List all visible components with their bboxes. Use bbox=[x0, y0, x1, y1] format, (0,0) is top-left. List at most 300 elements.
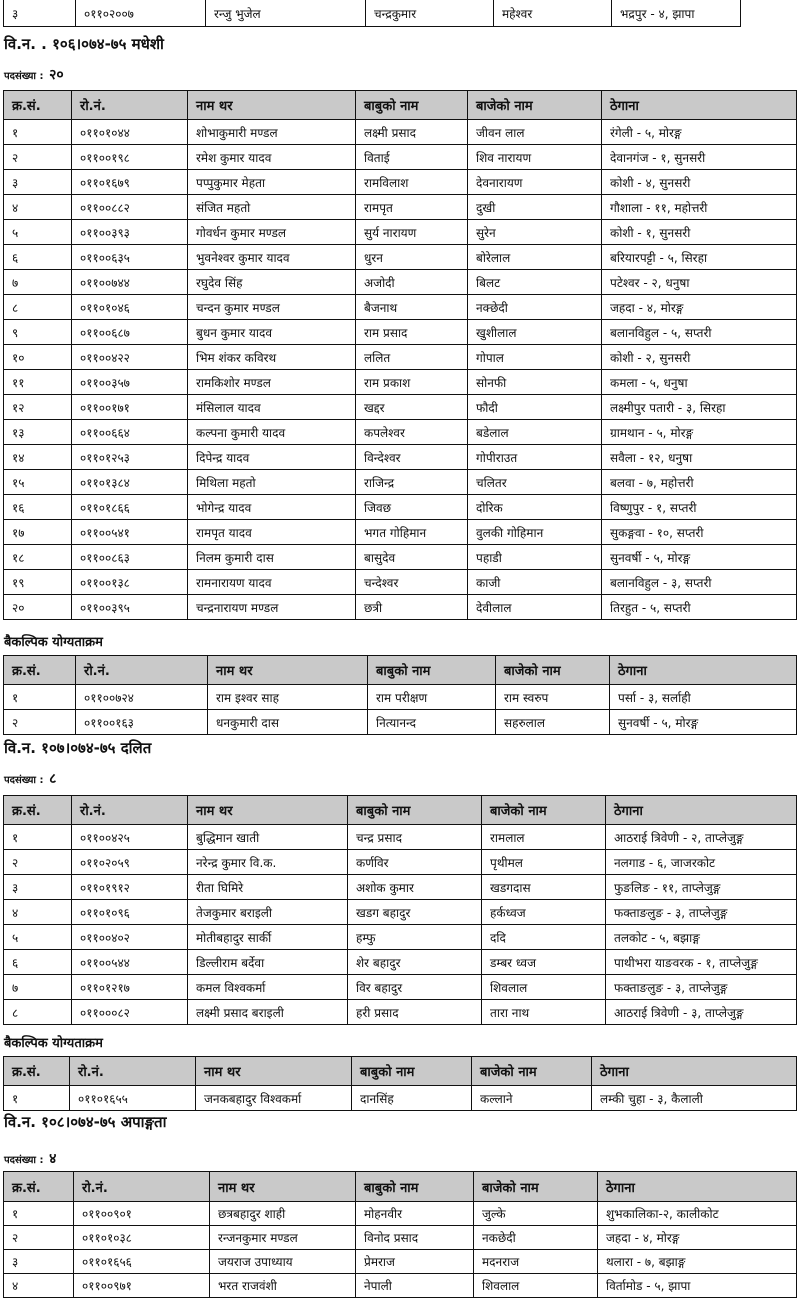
cell-name: मोतीबहादुर सार्की bbox=[188, 925, 348, 950]
cell-address: कोशी - ४, सुनसरी bbox=[602, 170, 797, 195]
cell-address: सवैला - १२, धनुषा bbox=[602, 445, 797, 470]
header-grandfather: बाजेको नाम bbox=[482, 796, 606, 825]
table-row bbox=[4, 320, 797, 345]
cell-address: आठराई त्रिवेणी - ३, ताप्लेजुङ्ग bbox=[606, 1000, 797, 1025]
header-name: नाम थर bbox=[208, 656, 368, 685]
header-address: ठेगाना bbox=[606, 796, 797, 825]
cell-father: बैजनाथ bbox=[356, 295, 468, 320]
header-address: ठेगाना bbox=[602, 91, 797, 120]
cell-name: रघुदेव सिंह bbox=[188, 270, 356, 295]
post-count-label: पदसंख्या : bbox=[4, 775, 44, 786]
cell-grandfather: पहाडी bbox=[468, 545, 602, 570]
cell-father: राम परीक्षण bbox=[368, 685, 496, 710]
cell-father: जिवछ bbox=[356, 495, 468, 520]
result-table bbox=[3, 1171, 797, 1298]
table-row bbox=[4, 1202, 797, 1226]
cell-name: गोवर्धन कुमार मण्डल bbox=[188, 220, 356, 245]
table-row bbox=[4, 925, 797, 950]
table-header-row bbox=[4, 656, 797, 685]
cell-grandfather: सहरुलाल bbox=[496, 710, 610, 735]
cell-grandfather: शिवलाल bbox=[474, 1274, 598, 1298]
cell-roll: ०११०१८६६ bbox=[72, 495, 188, 520]
table-row bbox=[4, 1000, 797, 1025]
cell-sn: ८ bbox=[4, 1000, 72, 1025]
cell-sn: १९ bbox=[4, 570, 72, 595]
cell-roll: ०११०२००७ bbox=[76, 0, 206, 27]
cell-address: पाथीभरा याङवरक - १, ताप्लेजुङ्ग bbox=[606, 950, 797, 975]
cell-sn: २ bbox=[4, 850, 72, 875]
cell-sn: ४ bbox=[4, 900, 72, 925]
table-row bbox=[4, 595, 797, 620]
cell-father: चन्देश्वर bbox=[356, 570, 468, 595]
cell-roll: ०११००६६४ bbox=[72, 420, 188, 445]
header-father: बाबुको नाम bbox=[348, 796, 482, 825]
cell-father: धुरन bbox=[356, 245, 468, 270]
cell-grandfather: दुखी bbox=[468, 195, 602, 220]
cell-grandfather: मदनराज bbox=[474, 1250, 598, 1274]
cell-sn: १२ bbox=[4, 395, 72, 420]
cell-father: रामविलाश bbox=[356, 170, 468, 195]
header-sn: क्र.सं. bbox=[4, 1057, 70, 1086]
cell-sn: १४ bbox=[4, 445, 72, 470]
table-row bbox=[4, 685, 797, 710]
header-name: नाम थर bbox=[188, 91, 356, 120]
cell-roll: ०११००९७१ bbox=[74, 1274, 210, 1298]
table-row bbox=[4, 545, 797, 570]
cell-father: नित्यानन्द bbox=[368, 710, 496, 735]
cell-sn: २ bbox=[4, 710, 76, 735]
cell-father: हरी प्रसाद bbox=[348, 1000, 482, 1025]
header-father: बाबुको नाम bbox=[356, 91, 468, 120]
cell-grandfather: शिव नारायण bbox=[468, 145, 602, 170]
cell-grandfather: ददि bbox=[482, 925, 606, 950]
cell-roll: ०११०१२१७ bbox=[72, 975, 188, 1000]
post-count-value: २० bbox=[49, 67, 64, 83]
cell-roll: ०११००१७१ bbox=[72, 395, 188, 420]
table-row bbox=[4, 1274, 797, 1298]
cell-address: शुभकालिका-२, कालीकोट bbox=[598, 1202, 797, 1226]
cell-grandfather: चलितर bbox=[468, 470, 602, 495]
header-sn: क्र.सं. bbox=[4, 91, 72, 120]
cell-grandfather: बिलट bbox=[468, 270, 602, 295]
table-header-row bbox=[4, 1172, 797, 1202]
cell-grandfather: हर्कध्वज bbox=[482, 900, 606, 925]
table-row bbox=[4, 495, 797, 520]
cell-name: बुद्धिमान खाती bbox=[188, 825, 348, 850]
cell-roll: ०११००१३८ bbox=[72, 570, 188, 595]
cell-address: फक्ताङलुङ - ३, ताप्लेजुङ्ग bbox=[606, 900, 797, 925]
cell-name: भरत राजवंशी bbox=[210, 1274, 356, 1298]
cell-name: शोभाकुमारी मण्डल bbox=[188, 120, 356, 145]
table-header-row bbox=[4, 796, 797, 825]
cell-sn: ३ bbox=[4, 170, 72, 195]
post-count-value: ८ bbox=[49, 771, 57, 787]
cell-grandfather: महेश्वर bbox=[494, 0, 612, 27]
cell-name: रन्जु भुजेल bbox=[206, 0, 366, 27]
cell-father: कर्णविर bbox=[348, 850, 482, 875]
header-address: ठेगाना bbox=[592, 1057, 797, 1086]
header-sn: क्र.सं. bbox=[4, 1172, 74, 1202]
cell-father: चन्द्र प्रसाद bbox=[348, 825, 482, 850]
cell-sn: ४ bbox=[4, 1274, 74, 1298]
cell-address: सुनवर्षी - ५, मोरङ्ग bbox=[602, 545, 797, 570]
cell-name: धनकुमारी दास bbox=[208, 710, 368, 735]
header-grandfather: बाजेको नाम bbox=[496, 656, 610, 685]
cell-grandfather: डम्बर ध्वज bbox=[482, 950, 606, 975]
table-row bbox=[4, 195, 797, 220]
cell-address: सुनवर्षी - ५, मोरङ्ग bbox=[610, 710, 797, 735]
cell-sn: १० bbox=[4, 345, 72, 370]
cell-address: लक्ष्मीपुर पतारी - ३, सिरहा bbox=[602, 395, 797, 420]
cell-grandfather: खडगदास bbox=[482, 875, 606, 900]
cell-father: राजिन्द्र bbox=[356, 470, 468, 495]
cell-name: निलम कुमारी दास bbox=[188, 545, 356, 570]
cell-roll: ०११०१२५३ bbox=[72, 445, 188, 470]
cell-father: दानसिंह bbox=[352, 1086, 472, 1111]
cell-roll: ०११००७२४ bbox=[76, 685, 208, 710]
cell-name: राम इश्वर साह bbox=[208, 685, 368, 710]
cell-father: सुर्य नारायण bbox=[356, 220, 468, 245]
cell-address: नलगाड - ६, जाजरकोट bbox=[606, 850, 797, 875]
cell-father: रामपृत bbox=[356, 195, 468, 220]
table-row bbox=[4, 370, 797, 395]
cell-grandfather: सुरेन bbox=[468, 220, 602, 245]
result-table bbox=[3, 795, 797, 1025]
cell-address: जहदा - ४, मोरङ्ग bbox=[602, 295, 797, 320]
cell-roll: ०११००८८२ bbox=[72, 195, 188, 220]
cell-roll: ०११००३९५ bbox=[72, 595, 188, 620]
cell-name: रामनारायण यादव bbox=[188, 570, 356, 595]
cell-address: बलानविहुल - ५, सप्तरी bbox=[602, 320, 797, 345]
cell-address: कोशी - १, सुनसरी bbox=[602, 220, 797, 245]
cell-roll: ०११०१०९६ bbox=[72, 900, 188, 925]
cell-sn: २ bbox=[4, 1226, 74, 1250]
table-row bbox=[4, 1086, 797, 1111]
cell-address: बलवा - ७, महोत्तरी bbox=[602, 470, 797, 495]
table-row bbox=[4, 825, 797, 850]
alternate-table bbox=[3, 1056, 797, 1111]
table-row bbox=[4, 1226, 797, 1250]
table-row bbox=[4, 445, 797, 470]
cell-father: विताई bbox=[356, 145, 468, 170]
cell-sn: ६ bbox=[4, 245, 72, 270]
cell-roll: ०११०१०३८ bbox=[74, 1226, 210, 1250]
header-address: ठेगाना bbox=[598, 1172, 797, 1202]
cell-sn: ३ bbox=[4, 0, 76, 27]
cell-grandfather: देवनारायण bbox=[468, 170, 602, 195]
cell-name: पप्पुकुमार मेहता bbox=[188, 170, 356, 195]
cell-address: जहदा - ४, मोरङ्ग bbox=[598, 1226, 797, 1250]
cell-grandfather: वुलकी गोहिमान bbox=[468, 520, 602, 545]
cell-sn: २ bbox=[4, 145, 72, 170]
cell-father: भगत गोहिमान bbox=[356, 520, 468, 545]
cell-father: राम प्रकाश bbox=[356, 370, 468, 395]
table-row bbox=[4, 520, 797, 545]
cell-address: बलानविहुल - ३, सप्तरी bbox=[602, 570, 797, 595]
section-title: वि.न. १०७।०७४-७५ दलित bbox=[4, 739, 152, 757]
cell-name: जनकबहादुर विश्वकर्मा bbox=[196, 1086, 352, 1111]
cell-roll: ०११००४२५ bbox=[72, 825, 188, 850]
cell-grandfather: फौदी bbox=[468, 395, 602, 420]
cell-roll: ०११००३९३ bbox=[72, 220, 188, 245]
cell-roll: ०११००१९८ bbox=[72, 145, 188, 170]
post-count-label: पदसंख्या : bbox=[4, 1155, 44, 1166]
cell-name: तेजकुमार बराइली bbox=[188, 900, 348, 925]
cell-name: जयराज उपाध्याय bbox=[210, 1250, 356, 1274]
cell-name: रीता घिमिरे bbox=[188, 875, 348, 900]
cell-sn: ८ bbox=[4, 295, 72, 320]
cell-sn: १६ bbox=[4, 495, 72, 520]
cell-address: आठराई त्रिवेणी - २, ताप्लेजुङ्ग bbox=[606, 825, 797, 850]
table-row bbox=[4, 850, 797, 875]
cell-name: संजित महतो bbox=[188, 195, 356, 220]
cell-grandfather: जीवन लाल bbox=[468, 120, 602, 145]
cell-father: छत्री bbox=[356, 595, 468, 620]
cell-roll: ०११०१६५६ bbox=[74, 1250, 210, 1274]
alternate-list-title: बैकल्पिक योग्यताक्रम bbox=[4, 635, 103, 650]
cell-grandfather: खुशीलाल bbox=[468, 320, 602, 345]
cell-address: भद्रपुर - ४, झापा bbox=[612, 0, 741, 27]
header-father: बाबुको नाम bbox=[368, 656, 496, 685]
cell-father: मोहनवीर bbox=[356, 1202, 474, 1226]
cell-sn: १३ bbox=[4, 420, 72, 445]
cell-name: मिथिला महतो bbox=[188, 470, 356, 495]
table-row bbox=[4, 470, 797, 495]
cell-address: रंगेली - ५, मोरङ्ग bbox=[602, 120, 797, 145]
post-count-label: पदसंख्या : bbox=[4, 71, 44, 82]
cell-sn: १८ bbox=[4, 545, 72, 570]
cell-address: कमला - ५, धनुषा bbox=[602, 370, 797, 395]
header-roll: रो.नं. bbox=[70, 1057, 196, 1086]
header-sn: क्र.सं. bbox=[4, 796, 72, 825]
cell-grandfather: गोपीराउत bbox=[468, 445, 602, 470]
cell-sn: ३ bbox=[4, 875, 72, 900]
section-title: वि.न. १०८।०७४-७५ अपाङ्गता bbox=[4, 1113, 167, 1131]
table-row bbox=[4, 420, 797, 445]
cell-address: देवानगंज - १, सुनसरी bbox=[602, 145, 797, 170]
cell-sn: २० bbox=[4, 595, 72, 620]
cell-grandfather: रामलाल bbox=[482, 825, 606, 850]
cell-roll: ०११००९०१ bbox=[74, 1202, 210, 1226]
cell-address: पटेश्वर - २, धनुषा bbox=[602, 270, 797, 295]
cell-father: कपलेश्वर bbox=[356, 420, 468, 445]
cell-roll: ०११००६३५ bbox=[72, 245, 188, 270]
cell-name: नरेन्द्र कुमार वि.क. bbox=[188, 850, 348, 875]
header-name: नाम थर bbox=[196, 1057, 352, 1086]
cell-address: तिरहुत - ५, सप्तरी bbox=[602, 595, 797, 620]
result-table bbox=[3, 90, 797, 620]
cell-sn: १५ bbox=[4, 470, 72, 495]
cell-name: मंसिलाल यादव bbox=[188, 395, 356, 420]
cell-grandfather: गोपाल bbox=[468, 345, 602, 370]
cell-father: बासुदेव bbox=[356, 545, 468, 570]
cell-grandfather: कल्लाने bbox=[472, 1086, 592, 1111]
table-row bbox=[4, 1250, 797, 1274]
table-row bbox=[4, 220, 797, 245]
cell-father: राम प्रसाद bbox=[356, 320, 468, 345]
header-address: ठेगाना bbox=[610, 656, 797, 685]
header-sn: क्र.सं. bbox=[4, 656, 76, 685]
header-grandfather: बाजेको नाम bbox=[472, 1057, 592, 1086]
cell-roll: ०११०१०४६ bbox=[72, 295, 188, 320]
table-header-row bbox=[4, 91, 797, 120]
cell-name: छत्रबहादुर शाही bbox=[210, 1202, 356, 1226]
cell-sn: ७ bbox=[4, 270, 72, 295]
cell-roll: ०११००४२२ bbox=[72, 345, 188, 370]
cell-grandfather: काजी bbox=[468, 570, 602, 595]
table-row bbox=[4, 120, 797, 145]
cell-grandfather: दोरिक bbox=[468, 495, 602, 520]
header-father: बाबुको नाम bbox=[352, 1057, 472, 1086]
table-row bbox=[4, 950, 797, 975]
cell-grandfather: बडेलाल bbox=[468, 420, 602, 445]
top-continuation-table bbox=[3, 0, 741, 27]
cell-grandfather: तारा नाथ bbox=[482, 1000, 606, 1025]
cell-father: शेर बहादुर bbox=[348, 950, 482, 975]
cell-sn: ११ bbox=[4, 370, 72, 395]
cell-sn: ६ bbox=[4, 950, 72, 975]
cell-father: विनोद प्रसाद bbox=[356, 1226, 474, 1250]
post-count bbox=[4, 64, 64, 84]
table-row bbox=[4, 145, 797, 170]
cell-address: बरियारपट्टी - ५, सिरहा bbox=[602, 245, 797, 270]
post-count bbox=[4, 768, 56, 788]
cell-name: रामपृत यादव bbox=[188, 520, 356, 545]
cell-name: डिल्लीराम बर्देवा bbox=[188, 950, 348, 975]
table-row bbox=[4, 170, 797, 195]
cell-sn: १७ bbox=[4, 520, 72, 545]
cell-address: फक्ताङलुङ - ३, ताप्लेजुङ्ग bbox=[606, 975, 797, 1000]
table-row bbox=[4, 570, 797, 595]
cell-father: विन्देश्वर bbox=[356, 445, 468, 470]
cell-sn: ९ bbox=[4, 320, 72, 345]
cell-sn: ७ bbox=[4, 975, 72, 1000]
cell-address: गौशाला - ११, महोत्तरी bbox=[602, 195, 797, 220]
cell-roll: ०११००३५७ bbox=[72, 370, 188, 395]
header-father: बाबुको नाम bbox=[356, 1172, 474, 1202]
cell-sn: ४ bbox=[4, 195, 72, 220]
cell-address: विर्तामोड - ५, झापा bbox=[598, 1274, 797, 1298]
cell-grandfather: पृथीमल bbox=[482, 850, 606, 875]
cell-sn: ५ bbox=[4, 220, 72, 245]
cell-address: सुकङ्गवा - १०, सप्तरी bbox=[602, 520, 797, 545]
cell-father: खद्दर bbox=[356, 395, 468, 420]
table-row bbox=[4, 710, 797, 735]
header-roll: रो.नं. bbox=[72, 796, 188, 825]
cell-name: चन्द्रनारायण मण्डल bbox=[188, 595, 356, 620]
cell-sn: १ bbox=[4, 1086, 70, 1111]
cell-sn: ५ bbox=[4, 925, 72, 950]
cell-name: भोगेन्द्र यादव bbox=[188, 495, 356, 520]
cell-grandfather: नकछेदी bbox=[474, 1226, 598, 1250]
cell-name: कमल विश्वकर्मा bbox=[188, 975, 348, 1000]
header-grandfather: बाजेको नाम bbox=[468, 91, 602, 120]
cell-name: रमेश कुमार यादव bbox=[188, 145, 356, 170]
header-grandfather: बाजेको नाम bbox=[474, 1172, 598, 1202]
cell-grandfather: सोनफी bbox=[468, 370, 602, 395]
header-roll: रो.नं. bbox=[76, 656, 208, 685]
table-row bbox=[4, 875, 797, 900]
cell-name: बुधन कुमार यादव bbox=[188, 320, 356, 345]
cell-father: हम्फु bbox=[348, 925, 482, 950]
cell-roll: ०११०१९१२ bbox=[72, 875, 188, 900]
header-roll: रो.नं. bbox=[72, 91, 188, 120]
cell-sn: १ bbox=[4, 1202, 74, 1226]
cell-roll: ०११००५४४ bbox=[72, 950, 188, 975]
cell-grandfather: जुल्के bbox=[474, 1202, 598, 1226]
cell-roll: ०११०१६७९ bbox=[72, 170, 188, 195]
cell-father: प्रेमराज bbox=[356, 1250, 474, 1274]
cell-father: अशोक कुमार bbox=[348, 875, 482, 900]
cell-father: खडग बहादुर bbox=[348, 900, 482, 925]
table-row bbox=[4, 295, 797, 320]
cell-sn: १ bbox=[4, 685, 76, 710]
cell-father: नेपाली bbox=[356, 1274, 474, 1298]
cell-father: ललित bbox=[356, 345, 468, 370]
cell-name: भिम शंकर कविरथ bbox=[188, 345, 356, 370]
cell-grandfather: नक्छेदी bbox=[468, 295, 602, 320]
cell-roll: ०११०००८२ bbox=[72, 1000, 188, 1025]
cell-roll: ०११००७४४ bbox=[72, 270, 188, 295]
cell-sn: १ bbox=[4, 825, 72, 850]
header-name: नाम थर bbox=[188, 796, 348, 825]
cell-roll: ०११०१०४४ bbox=[72, 120, 188, 145]
header-name: नाम थर bbox=[210, 1172, 356, 1202]
alternate-list-title: बैकल्पिक योग्यताक्रम bbox=[4, 1036, 103, 1051]
cell-father: अजोदी bbox=[356, 270, 468, 295]
cell-roll: ०११००५४१ bbox=[72, 520, 188, 545]
header-roll: रो.नं. bbox=[74, 1172, 210, 1202]
table-row bbox=[4, 245, 797, 270]
cell-name: रामकिशोर मण्डल bbox=[188, 370, 356, 395]
table-header-row bbox=[4, 1057, 797, 1086]
table-row bbox=[4, 345, 797, 370]
cell-grandfather: राम स्वरुप bbox=[496, 685, 610, 710]
cell-address: तलकोट - ५, बझाङ्ग bbox=[606, 925, 797, 950]
cell-roll: ०११००४०२ bbox=[72, 925, 188, 950]
cell-father: लक्ष्मी प्रसाद bbox=[356, 120, 468, 145]
table-row bbox=[4, 900, 797, 925]
cell-name: चन्दन कुमार मण्डल bbox=[188, 295, 356, 320]
cell-address: थलारा - ७, बझाङ्ग bbox=[598, 1250, 797, 1274]
cell-name: भुवनेश्वर कुमार यादव bbox=[188, 245, 356, 270]
cell-roll: ०११००६८७ bbox=[72, 320, 188, 345]
table-row bbox=[4, 975, 797, 1000]
cell-father: चन्द्रकुमार bbox=[366, 0, 494, 27]
post-count bbox=[4, 1148, 56, 1168]
cell-grandfather: शिवलाल bbox=[482, 975, 606, 1000]
cell-roll: ०११०२०५९ bbox=[72, 850, 188, 875]
table-row bbox=[4, 0, 741, 27]
cell-sn: ३ bbox=[4, 1250, 74, 1274]
cell-address: ग्रामथान - ५, मोरङ्ग bbox=[602, 420, 797, 445]
table-row bbox=[4, 395, 797, 420]
post-count-value: ४ bbox=[49, 1151, 57, 1167]
section-title: वि.न. . १०६।०७४-७५ मधेशी bbox=[4, 35, 164, 53]
cell-sn: १ bbox=[4, 120, 72, 145]
cell-address: कोशी - २, सुनसरी bbox=[602, 345, 797, 370]
cell-name: कल्पना कुमारी यादव bbox=[188, 420, 356, 445]
cell-roll: ०११००१६३ bbox=[76, 710, 208, 735]
cell-roll: ०११०१३८४ bbox=[72, 470, 188, 495]
cell-roll: ०११००८६३ bbox=[72, 545, 188, 570]
cell-grandfather: देवीलाल bbox=[468, 595, 602, 620]
cell-address: लम्की चुहा - ३, कैलाली bbox=[592, 1086, 797, 1111]
cell-address: फुङलिङ - ११, ताप्लेजुङ्ग bbox=[606, 875, 797, 900]
cell-grandfather: बोरेलाल bbox=[468, 245, 602, 270]
alternate-table bbox=[3, 655, 797, 735]
cell-name: लक्ष्मी प्रसाद बराइली bbox=[188, 1000, 348, 1025]
